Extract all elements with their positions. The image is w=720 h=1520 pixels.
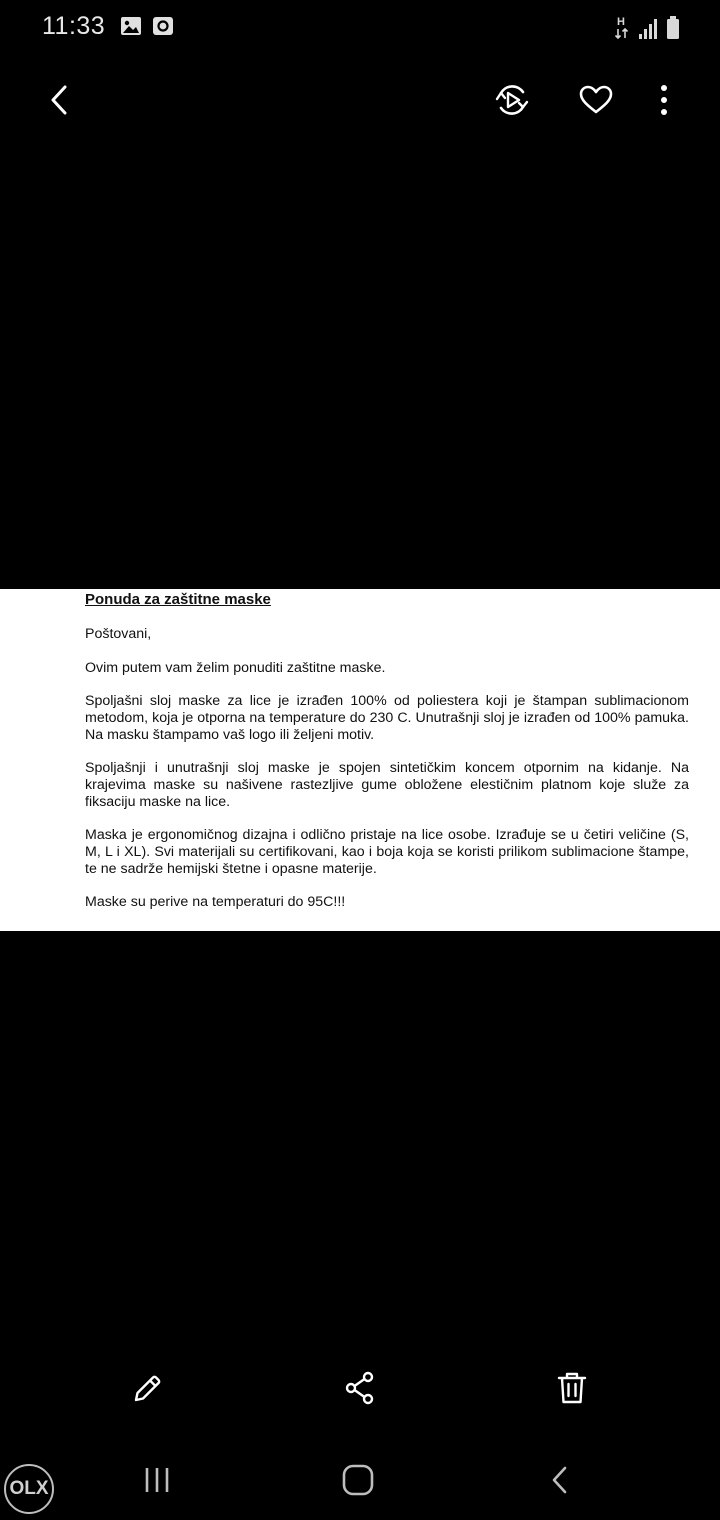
document-paragraph: Ovim putem vam želim ponuditi zaštitne maske. [85,659,386,676]
recents-button[interactable] [127,1450,187,1510]
motion-photo-icon [495,83,529,117]
edit-button[interactable] [120,1360,176,1416]
hspa-data-icon [614,14,630,45]
document-paragraph: Poštovani, [85,625,152,642]
more-vertical-icon [660,84,668,116]
olx-watermark-logo: OLX [4,1464,54,1514]
bottom-action-bar [0,1360,720,1416]
status-right-icons [614,14,680,45]
home-button[interactable] [328,1450,388,1510]
signal-icon [638,18,658,45]
document-paragraph: Spoljašnji i unutrašnji sloj maske je spojen sintetičkim koncem otpornim na kidanje. Na krajevima maske su našivene rastezljive gume obložene elestičnim platnom koje služe za fiksaciju maske na lice. [85,760,689,810]
document-title: Ponuda za zaštitne maske [85,591,271,608]
delete-button[interactable] [544,1360,600,1416]
navigation-bar [0,1446,720,1520]
share-button[interactable] [332,1360,388,1416]
heart-icon [579,85,613,115]
image-icon [120,15,142,42]
status-bar [0,0,720,56]
status-time: 11:33 [42,12,106,40]
battery-icon [666,16,680,45]
nav-back-button[interactable] [530,1450,590,1510]
chevron-left-icon [47,85,73,115]
trash-icon [557,1371,587,1405]
status-left-icons [120,15,174,42]
more-options-button[interactable] [638,74,690,126]
pencil-icon [132,1372,164,1404]
motion-photo-button[interactable] [486,74,538,126]
document-paragraph: Maska je ergonomičnog dizajna i odlično pristaje na lice osobe. Izrađuje se u četiri veličine (S, M, L i XL). Svi materijali su certifikovani, kao i boja koja se koristi prilikom sublimacione štampe, te ne sadrže hemijski štetne i opasne materije. [85,827,689,877]
network-label: H [617,16,625,28]
back-icon [548,1465,572,1495]
home-icon [341,1463,375,1497]
document-paragraph: Maske su perive na temperaturi do 95C!!! [85,894,346,911]
document-image [0,589,720,931]
document-paragraph: Spoljašni sloj maske za lice je izrađen 100% od poliestera koji je štampan sublimacionom metodom, koja je otporna na temperature do 230 C. Unutrašnji sloj je izrađen od 100% pamuka. Na masku štampamo vaš logo ili željeni motiv. [85,693,689,743]
share-icon [344,1371,376,1405]
top-toolbar [0,72,720,132]
screen-record-icon [152,15,174,42]
back-button[interactable] [34,74,86,126]
recents-icon [143,1466,171,1494]
favorite-button[interactable] [570,74,622,126]
